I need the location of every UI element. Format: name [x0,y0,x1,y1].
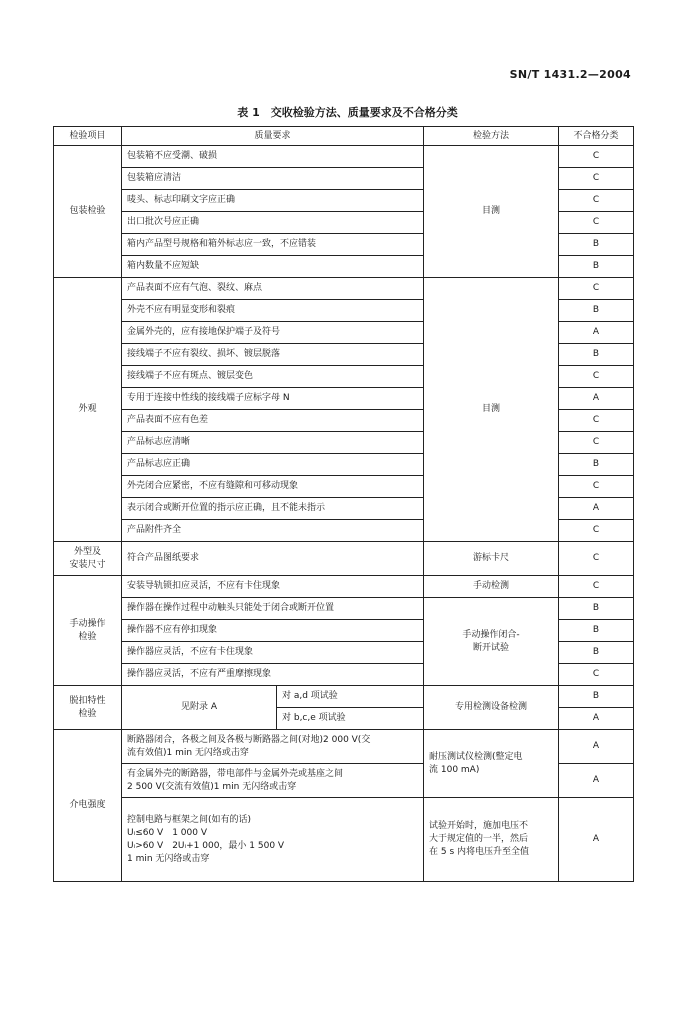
appearance-req: 外壳闭合应紧密，不应有缝隙和可移动现象 [122,476,424,498]
table-row [54,686,634,708]
appearance-req: 产品标志应清晰 [122,432,424,454]
dimensions-req: 符合产品图纸要求 [122,542,424,576]
manual-method-1: 手动检测 [424,576,559,598]
appearance-class: A [559,498,634,520]
inspection-table [53,126,634,882]
tripping-item: 脱扣特性 检验 [54,686,122,730]
packaging-class: B [559,234,634,256]
appearance-class: C [559,476,634,498]
appearance-class: B [559,344,634,366]
header-item: 检验项目 [54,127,122,146]
header-method: 检验方法 [424,127,559,146]
manual-class: B [559,642,634,664]
dielectric-class: A [559,764,634,798]
appearance-req: 产品表面不应有色差 [122,410,424,432]
tripping-req: 见附录 A [122,686,277,730]
header-requirement: 质量要求 [122,127,424,146]
appearance-req: 专用于连接中性线的接线端子应标字母 N [122,388,424,410]
manual-req: 安装导轨锁扣应灵活，不应有卡住现象 [122,576,424,598]
dielectric-req: 断路器闭合，各极之间及各极与断路器之间(对地)2 000 V(交 流有效值)1 min 无闪络或击穿 [122,730,424,764]
appearance-req: 产品表面不应有气泡、裂纹、麻点 [122,278,424,300]
manual-class: C [559,576,634,598]
header-row [54,127,634,146]
packaging-class: C [559,190,634,212]
dielectric-class: A [559,798,634,882]
dielectric-item: 介电强度 [54,730,122,882]
dielectric-method-1: 耐压测试仪检测(整定电 流 100 mA) [424,730,559,798]
appearance-class: A [559,388,634,410]
packaging-class: C [559,212,634,234]
appearance-class: C [559,410,634,432]
tripping-class: B [559,686,634,708]
manual-item: 手动操作 检验 [54,576,122,686]
appearance-req: 接线端子不应有裂纹、损坏、镀层脱落 [122,344,424,366]
table-row [54,146,634,168]
appearance-class: C [559,520,634,542]
dielectric-req: 有金属外壳的断路器，带电部件与金属外壳或基座之间 2 500 V(交流有效值)1 min 无闪络或击穿 [122,764,424,798]
table-row [54,598,634,620]
appearance-class: A [559,322,634,344]
packaging-req: 包装箱应清洁 [122,168,424,190]
appearance-req: 接线端子不应有斑点、镀层变色 [122,366,424,388]
dimensions-item: 外型及 安装尺寸 [54,542,122,576]
packaging-req: 包装箱不应受潮、破损 [122,146,424,168]
packaging-req: 唛头、标志印刷文字应正确 [122,190,424,212]
manual-req: 操作器在操作过程中动触头只能处于闭合或断开位置 [122,598,424,620]
tripping-sub1: 对 a,d 项试验 [277,686,424,708]
appearance-class: B [559,300,634,322]
packaging-req: 箱内数量不应短缺 [122,256,424,278]
table-row [54,730,634,764]
dielectric-method-2: 试验开始时，施加电压不 大于规定值的一半，然后 在 5 s 内将电压升至全值 [424,798,559,882]
packaging-req: 出口批次号应正确 [122,212,424,234]
packaging-req: 箱内产品型号规格和箱外标志应一致，不应错装 [122,234,424,256]
appearance-method: 目测 [424,278,559,542]
table-row [54,576,634,598]
dielectric-req: 控制电路与框架之间(如有的话) Uᵢ≤60 V 1 000 V Uᵢ>60 V 2Uᵢ+1 000，最小 1 500 V 1 min 无闪络或击穿 [122,798,424,882]
appearance-req: 外壳不应有明显变形和裂痕 [122,300,424,322]
table-row [54,278,634,300]
dielectric-class: A [559,730,634,764]
tripping-class: A [559,708,634,730]
manual-req: 操作器不应有停扣现象 [122,620,424,642]
appearance-req: 产品附件齐全 [122,520,424,542]
manual-class: C [559,664,634,686]
manual-method-2: 手动操作闭合- 断开试验 [424,598,559,686]
manual-req: 操作器应灵活，不应有卡住现象 [122,642,424,664]
appearance-class: B [559,454,634,476]
appearance-class: C [559,432,634,454]
dimensions-method: 游标卡尺 [424,542,559,576]
appearance-req: 表示闭合或断开位置的指示应正确，且不能未指示 [122,498,424,520]
manual-class: B [559,620,634,642]
packaging-method: 目测 [424,146,559,278]
packaging-item: 包装检验 [54,146,122,278]
packaging-class: C [559,146,634,168]
tripping-sub2: 对 b,c,e 项试验 [277,708,424,730]
appearance-req: 金属外壳的，应有接地保护端子及符号 [122,322,424,344]
appearance-class: C [559,278,634,300]
standard-number: SN/T 1431.2—2004 [509,68,631,81]
manual-class: B [559,598,634,620]
appearance-item: 外观 [54,278,122,542]
table-row [54,542,634,576]
table-title: 表 1 交收检验方法、质量要求及不合格分类 [237,106,458,119]
appearance-class: C [559,366,634,388]
table-row [54,798,634,882]
header-class: 不合格分类 [559,127,634,146]
packaging-class: B [559,256,634,278]
dimensions-class: C [559,542,634,576]
appearance-req: 产品标志应正确 [122,454,424,476]
packaging-class: C [559,168,634,190]
manual-req: 操作器应灵活，不应有严重摩擦现象 [122,664,424,686]
tripping-method: 专用检测设备检测 [424,686,559,730]
